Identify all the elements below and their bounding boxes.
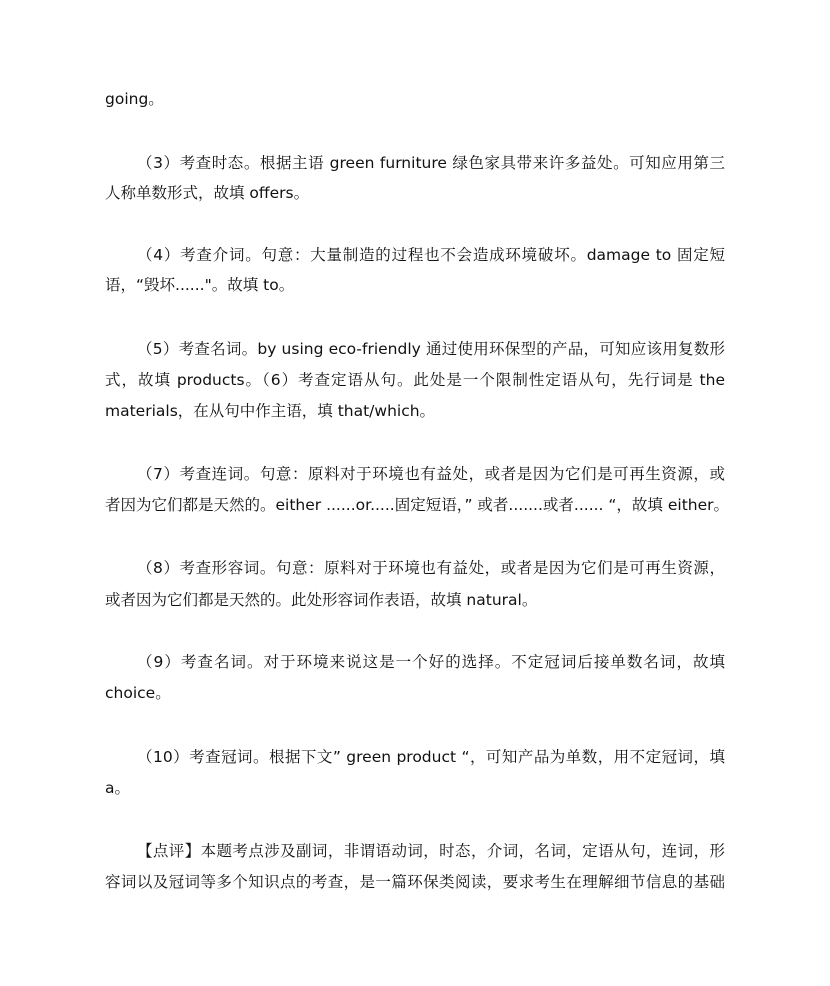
comment-line: 【点评】本题考点涉及副词，非谓语动词，时态，介词，名词，定语从句，连词，形 bbox=[137, 842, 725, 860]
item-7-line: 者因为它们都是天然的。either ......or.....固定短语，” 或者.......或者...... “，故填 either。 bbox=[105, 496, 730, 514]
item-7-line: （7）考查连词。句意：原料对于环境也有益处，或者是因为它们是可再生资源，或 bbox=[137, 465, 725, 483]
item-9-line: choice。 bbox=[105, 684, 171, 702]
item-4-line: 语，“毁坏......"。故填 to。 bbox=[105, 276, 295, 294]
item-3-line: （3）考查时态。根据主语 green furniture 绿色家具带来许多益处。可知应用第三 bbox=[137, 154, 725, 172]
item-8-line: 或者因为它们都是天然的。此处形容词作表语，故填 natural。 bbox=[105, 591, 538, 609]
item-10-line: （10）考查冠词。根据下文” green product “，可知产品为单数，用不定冠词，填 bbox=[137, 748, 725, 766]
item-8-line: （8）考查形容词。句意：原料对于环境也有益处，或者是因为它们是可再生资源， bbox=[137, 559, 725, 577]
item-5-6-line: 式，故填 products。（6）考查定语从句。此处是一个限制性定语从句，先行词是 the bbox=[105, 371, 725, 389]
item-10-line: a。 bbox=[105, 779, 130, 797]
item-5-6-line: （5）考查名词。by using eco-friendly 通过使用环保型的产品，可知应该用复数形 bbox=[137, 340, 725, 358]
item-9-line: （9）考查名词。对于环境来说这是一个好的选择。不定冠词后接单数名词，故填 bbox=[137, 653, 725, 671]
comment-line: 容词以及冠词等多个知识点的考查，是一篇环保类阅读，要求考生在理解细节信息的基础 bbox=[105, 873, 725, 891]
item-3-line: 人称单数形式，故填 offers。 bbox=[105, 184, 310, 202]
item-4-line: （4）考查介词。句意：大量制造的过程也不会造成环境破坏。damage to 固定短 bbox=[137, 246, 725, 264]
item-5-6-line: materials，在从句中作主语，填 that/which。 bbox=[105, 402, 436, 420]
going-line: going。 bbox=[105, 90, 164, 108]
